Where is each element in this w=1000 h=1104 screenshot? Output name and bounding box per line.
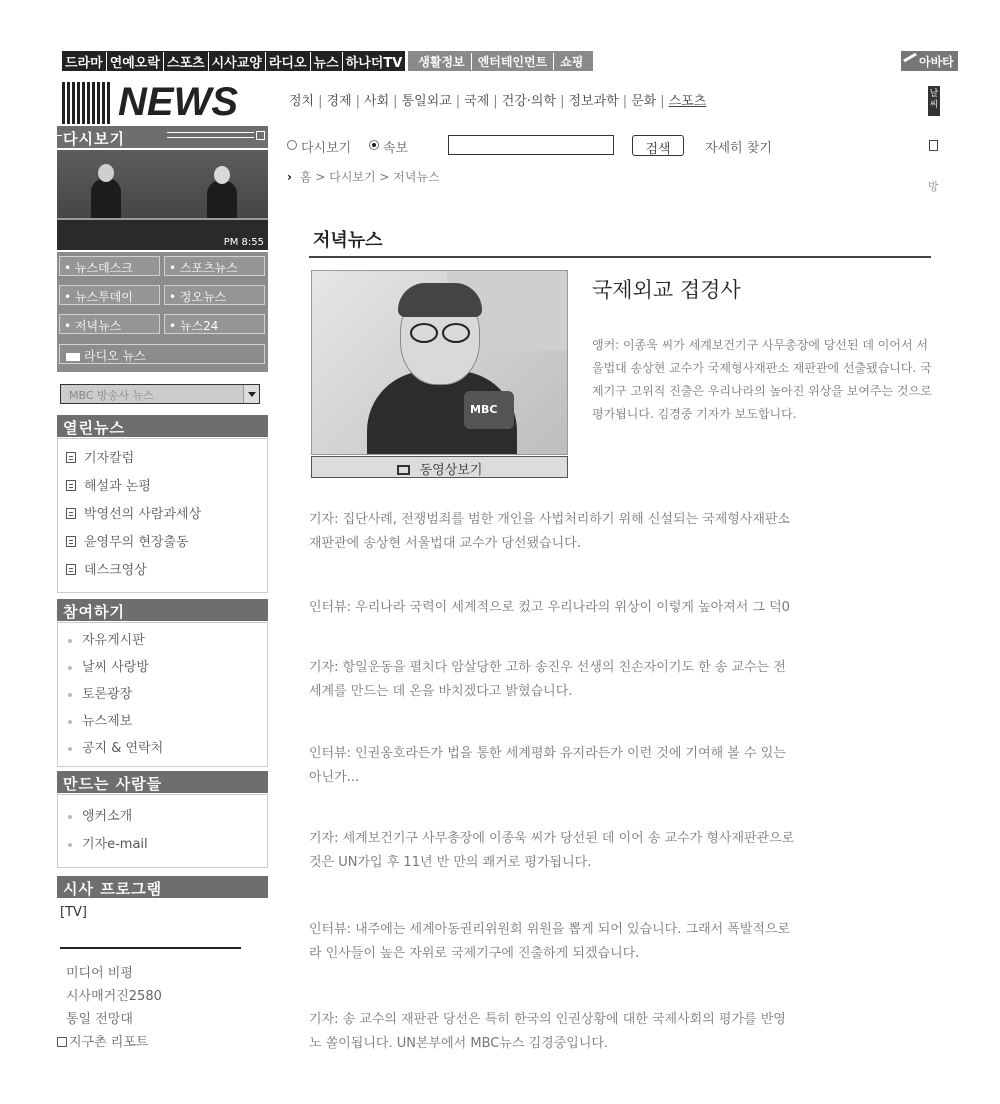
open-news-header: 열린뉴스 — [57, 415, 268, 437]
radio-icon — [66, 353, 80, 361]
menu-label: 토론광장 — [82, 687, 133, 702]
makers-item[interactable] — [66, 805, 132, 824]
divider — [60, 947, 241, 949]
separator: | — [560, 94, 565, 109]
select-value: MBC 방송사 뉴스 — [69, 389, 154, 402]
category-link[interactable]: 정치 — [289, 94, 315, 109]
news-program-links — [57, 252, 268, 372]
separator: | — [660, 94, 665, 109]
vod-title: 다시보기 — [63, 130, 125, 148]
news-link[interactable]: • 정오뉴스 — [164, 285, 265, 305]
top-nav — [62, 51, 593, 71]
bullet-icon — [68, 666, 72, 670]
separator: | — [318, 94, 323, 109]
category-link[interactable]: 사회 — [364, 94, 390, 109]
top-nav-item[interactable]: 연예오락 — [106, 52, 163, 71]
separator: | — [355, 94, 361, 109]
top-nav-item[interactable]: 뉴스 — [310, 52, 342, 71]
participate-item[interactable] — [66, 737, 163, 756]
open-news-menu — [57, 438, 268, 593]
advanced-search-link[interactable]: 자세히 찾기 — [705, 141, 772, 156]
tv-icon — [397, 465, 410, 475]
menu-label: 앵커소개 — [82, 809, 133, 824]
page-title: 저녁뉴스 — [313, 230, 383, 251]
bullet-icon — [68, 843, 72, 847]
article-paragraph — [309, 508, 934, 556]
window-square-icon — [256, 131, 265, 140]
participate-item[interactable] — [66, 710, 132, 729]
top-nav-item[interactable]: 드라마 — [65, 55, 103, 71]
mail-icon[interactable] — [929, 140, 938, 151]
menu-label: 박영선의 사람과세상 — [84, 507, 202, 522]
news-anchors-image[interactable] — [57, 150, 268, 250]
document-icon — [66, 564, 76, 575]
paragraph-line: 기자: 집단사례, 전쟁범죄를 범한 개인을 사법처리하기 위해 신설되는 국제형사재판소 — [309, 512, 791, 527]
menu-label: 날씨 사랑방 — [82, 660, 149, 675]
participate-menu — [57, 622, 268, 767]
category-link[interactable]: 문화 — [631, 94, 657, 109]
program-link[interactable]: 미디어 비평 — [66, 966, 133, 981]
menu-label: 공지 & 연락처 — [82, 741, 164, 756]
open-news-item[interactable] — [66, 447, 134, 466]
document-icon — [66, 452, 76, 463]
paragraph-line: 기자: 세계보건기구 사무총장에 이종욱 씨가 당선된 데 이어 송 교수가 형사재판관으로 — [309, 831, 795, 846]
top-nav-item[interactable]: 생활정보 — [418, 54, 465, 69]
paragraph-line: 라 인사들이 높은 자위로 국제기구에 진출하게 되겠습니다. — [309, 946, 640, 961]
breaking-radio-label: 속보 — [383, 141, 409, 156]
vod-section-header — [57, 126, 268, 148]
top-nav-main — [62, 51, 405, 71]
article-paragraph — [309, 656, 934, 704]
article-paragraph — [309, 918, 934, 966]
news-logo[interactable] — [62, 82, 268, 124]
right-truncated-text: 방 — [928, 180, 939, 193]
photo-hair — [398, 283, 482, 317]
breaking-radio[interactable] — [369, 140, 379, 150]
separator: | — [622, 94, 628, 109]
photo-glasses — [408, 323, 472, 341]
menu-label: 자유게시판 — [82, 633, 145, 648]
menu-label: 해설과 논평 — [84, 479, 151, 494]
open-news-item[interactable] — [66, 503, 201, 522]
weather-badge[interactable]: 날씨 — [928, 86, 940, 116]
news-link[interactable]: • 스포츠뉴스 — [164, 256, 265, 276]
category-link[interactable]: 건강·의학 — [501, 94, 557, 109]
separator: | — [393, 94, 398, 109]
paragraph-line: 기자: 항일운동을 펼치다 암살당한 고하 송진우 선생의 친손자이기도 한 송 교수는 전 — [309, 660, 786, 675]
paragraph-line: 재판관에 송상현 서울법대 교수가 당선됐습니다. — [309, 536, 581, 551]
radio-news-link[interactable] — [59, 344, 265, 364]
search-input[interactable] — [448, 135, 614, 155]
sisa-program-header: 시사 프로그램 — [57, 876, 268, 898]
broadcaster-select[interactable] — [60, 384, 260, 404]
top-nav-secondary — [408, 51, 593, 71]
broadcast-time: PM 8:55 — [223, 237, 264, 248]
top-nav-item[interactable]: 시사교양 — [208, 52, 265, 71]
participate-header: 참여하기 — [57, 599, 268, 621]
separator: | — [493, 94, 498, 109]
top-nav-item[interactable]: 엔터테인먼트 — [471, 53, 554, 70]
top-nav-item[interactable]: 쇼핑 — [553, 53, 589, 70]
search-button[interactable]: 검색 — [632, 135, 684, 156]
participate-item[interactable] — [66, 629, 145, 648]
menu-label: 기자e-mail — [82, 837, 148, 852]
top-nav-item[interactable]: 하나더TV — [342, 52, 406, 71]
category-link[interactable]: 통일외교 — [401, 94, 452, 109]
bullet-icon — [68, 720, 72, 724]
avatar-label: 아바타 — [919, 55, 954, 69]
breadcrumb — [287, 168, 440, 185]
header-dash — [57, 135, 62, 136]
document-icon — [66, 536, 76, 547]
microphone-logo: MBC — [464, 391, 514, 429]
top-nav-item[interactable]: 라디오 — [265, 52, 310, 71]
menu-label: 뉴스제보 — [82, 714, 133, 729]
open-news-item[interactable] — [66, 559, 147, 578]
menu-label: 데스크영상 — [84, 563, 147, 578]
category-link[interactable]: 정보과학 — [568, 94, 619, 109]
chevron-right-icon: › — [287, 170, 292, 184]
logo-text: NEWS — [118, 80, 238, 124]
open-news-item[interactable] — [66, 475, 151, 494]
checkbox-icon — [57, 1037, 67, 1047]
tv-label: [TV] — [60, 905, 87, 920]
title-divider — [309, 256, 931, 258]
news-link[interactable]: • 뉴스데스크 — [59, 256, 160, 276]
news-link[interactable]: • 뉴스24 — [164, 314, 265, 334]
document-icon — [66, 480, 76, 491]
play-video-label: 동영상보기 — [419, 463, 483, 478]
article-lead: 앵커: 이종욱 씨가 세계보건기구 사무총장에 당선된 데 이어서 서울법대 송상현 교수가 국제형사재판소 재판관에 선출됐습니다. 국제기구 고위직 진출은 우리나라의 높아진 위상을 보여주는 것으로 평가됩니다. 김경중 기자가 보도합니다. — [592, 338, 932, 421]
program-link[interactable]: 시사매거진2580 — [66, 989, 162, 1004]
chevron-down-icon — [243, 385, 259, 403]
logo-grid-icon — [62, 82, 110, 124]
article-paragraph — [309, 1008, 934, 1056]
category-link[interactable]: 국제 — [464, 94, 490, 109]
avatar-link[interactable] — [901, 51, 958, 71]
paragraph-line: 인터뷰: 내주에는 세계아동권리위원회 위원을 뽑게 되어 있습니다. 그래서 폭발적으로 — [309, 922, 791, 937]
makers-menu — [57, 794, 268, 868]
article-headline: 국제외교 겹경사 — [592, 278, 741, 302]
article-paragraph — [309, 742, 934, 790]
article-paragraph — [309, 596, 934, 620]
menu-label: 윤영무의 현장출동 — [84, 535, 189, 550]
bullet-icon — [68, 747, 72, 751]
category-link[interactable]: 경제 — [326, 94, 352, 109]
program-label: 지구촌 리포트 — [69, 1035, 149, 1050]
vod-radio[interactable] — [287, 140, 297, 150]
top-nav-item[interactable]: 스포츠 — [163, 52, 208, 71]
paragraph-line: 노 쏠이됩니다. UN본부에서 MBC뉴스 김경중입니다. — [309, 1036, 609, 1051]
vod-radio-label: 다시보기 — [301, 141, 352, 156]
makers-item[interactable] — [66, 833, 148, 852]
bullet-icon — [68, 815, 72, 819]
breadcrumb-text[interactable]: 홈 > 다시보기 > 저녁뉴스 — [299, 170, 440, 184]
news-link[interactable]: • 저녁뉴스 — [59, 314, 160, 334]
article-photo[interactable] — [311, 270, 568, 455]
radio-label: 라디오 뉴스 — [84, 349, 146, 363]
paragraph-line: 인터뷰: 우리나라 국력이 세계적으로 컸고 우리나라의 위상이 이렇게 높아져서 그 덕0 — [309, 600, 790, 615]
participate-item[interactable] — [66, 656, 149, 675]
makers-header: 만드는 사람들 — [57, 771, 268, 793]
open-news-item[interactable] — [66, 531, 189, 550]
header-lines — [167, 132, 254, 138]
paragraph-line: 인터뷰: 인권옹호라든가 법을 통한 세계평화 유지라든가 이런 것에 기여해 볼 수 있는 — [309, 746, 786, 761]
paragraph-line: 기자: 송 교수의 재판관 당선은 특히 한국의 인권상황에 대한 국제사회의 평가를 반영 — [309, 1012, 786, 1027]
paragraph-line: 아닌가... — [309, 770, 360, 785]
menu-label: 기자칼럼 — [84, 451, 135, 466]
document-icon — [66, 508, 76, 519]
paragraph-line: 것은 UN가입 후 11년 반 만의 쾌거로 평가됩니다. — [309, 855, 592, 870]
participate-item[interactable] — [66, 683, 132, 702]
category-link[interactable]: 스포츠 — [668, 94, 707, 109]
bullet-icon — [68, 639, 72, 643]
pen-icon — [903, 53, 917, 63]
paragraph-line: 세계를 만드는 데 온을 바치겠다고 밝혔습니다. — [309, 684, 573, 699]
bullet-icon — [68, 693, 72, 697]
article-paragraph — [309, 827, 934, 875]
separator: | — [455, 94, 461, 109]
news-link[interactable]: • 뉴스투데이 — [59, 285, 160, 305]
category-nav — [289, 90, 706, 109]
play-video-button[interactable] — [311, 456, 568, 478]
program-link[interactable]: 통일 전망대 — [66, 1012, 133, 1027]
program-link[interactable] — [57, 1031, 148, 1050]
